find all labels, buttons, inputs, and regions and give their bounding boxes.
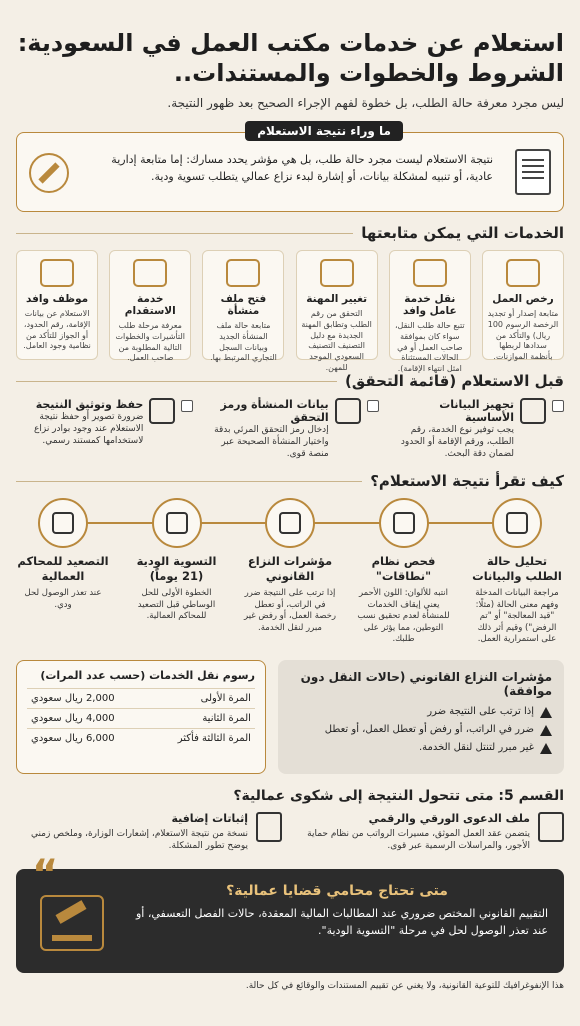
gear-icon: [506, 259, 540, 287]
compass-icon: [29, 153, 69, 193]
fee-row: المرة الأولى 2,000 ريال سعودي: [27, 688, 255, 708]
indicator-item: إذا ترتب على النتيجة ضرر: [290, 706, 552, 718]
camera-icon: [149, 398, 175, 424]
why-box: [16, 124, 564, 212]
read-step: التسوية الودية (21 يوماً) الخطوة الأولى للحل الوساطي قبل التصعيد للمحاكم العمالية.: [130, 498, 224, 645]
indicators-fees: [16, 660, 564, 774]
fee-row: المرة الثالثة فأكثر 6,000 ريال سعودي: [27, 728, 255, 748]
checklist-item: تجهيز البيانات الأساسية يجب توفير نوع الخدمة، رقم الطلب، ورقم الإقامة أو الحدود لضمان دقة البحث.: [387, 398, 564, 460]
lock-icon: [335, 398, 361, 424]
service-card: رخص العمل متابعة إصدار أو تجديد الرخصة الرسوم 100 ريال) والتأكد من سدادها لربطها بأنظمة الموازنات.: [482, 250, 564, 360]
service-card: تغيير المهنة التحقق من رقم الطلب وتطابق المهنة الجديدة مع دليل التصنيف التصنيف السعودي الموحد للمهن.: [296, 250, 378, 360]
quote-icon: “: [32, 851, 59, 898]
services-list: [16, 250, 564, 374]
warning-icon: [540, 707, 552, 718]
service-card: خدمة الاستقدام معرفة مرحلة طلب التأشيرات والخطوات التالية المطلوبة من صاحب العمل.: [109, 250, 191, 360]
indicators-heading: مؤشرات النزاع القانوني (حالات النقل دون موافقة): [300, 669, 552, 698]
service-card: موظف وافد الاستعلام عن بيانات الإقامة، رقم الحدود، أو الجواز للتأكد من نظامية وجود العامل.: [16, 250, 98, 360]
scales-icon: [265, 498, 315, 548]
contract-gavel-icon: [152, 498, 202, 548]
why-tag: ما وراء نتيجة الاستعلام: [245, 121, 403, 141]
checklist: [16, 398, 564, 460]
checklist-item: بيانات المنشأة ورمز التحقق إدخال رمز التحقق المرئي بدقة واختيار المنشأة الصحيحة عبر منصة قوى.: [201, 398, 378, 460]
id-card-icon: [40, 259, 74, 287]
folder-icon: [538, 812, 564, 842]
why-text: نتيجة الاستعلام ليست مجرد حالة طلب، بل هي مؤشر يحدد مسارك: إما متابعة إدارية عادية، أو تنبيه لمشكلة بيانات، أو إشارة لبدء نزاع عمالي يتطلب تسوية ودية.: [111, 153, 493, 184]
page-subtitle: ليس مجرد معرفة حالة الطلب، بل خطوة لفهم الإجراء الصحيح بعد ظهور النتيجة.: [167, 96, 564, 110]
lawyer-heading: متى تحتاج محامي قضايا عمالية؟: [226, 882, 448, 899]
services-heading: الخدمات التي يمكن متابعتها: [16, 224, 564, 242]
checkbox[interactable]: [181, 400, 193, 412]
read-step: التصعيد للمحاكم العمالية عند تعذر الوصول لحل ودي.: [16, 498, 110, 645]
read-step: فحص نظام "نطاقات" انتبه للألوان: اللون الأحمر يعني إيقاف الخدمات للمنشأة لعدم تحقيق نسب التوطين، مما يؤثر على طلبك.: [357, 498, 451, 645]
document-icon: [515, 149, 551, 195]
read-step: تحليل حالة الطلب والبيانات مراجعة البيانات المدخلة وفهم معنى الحالة (مثلًا: "قيد المعالجة" أو "تم الرفض") وقيم أثر ذلك على استمرارية العمل.: [470, 498, 564, 645]
fee-row: المرة الثانية 4,000 ريال سعودي: [27, 708, 255, 728]
page-title: استعلام عن خدمات مكتب العمل في السعودية: الشروط والخطوات والمستندات..: [17, 29, 564, 87]
document-stack-icon: [256, 812, 282, 842]
service-card: فتح ملف منشأة متابعة حالة ملف المنشأة الجديد وبيانات السجل التجاري المرتبط بها.: [202, 250, 284, 360]
courthouse-icon: [38, 498, 88, 548]
read-step: مؤشرات النزاع القانوني إذا ترتب على النتيجة ضرر في الراتب، أو تعطل رخصة العمل، أو رفض غير مبرر لنقل الخدمة.: [243, 498, 337, 645]
indicators-box: [278, 660, 564, 774]
read-steps: [16, 498, 564, 645]
fees-heading: رسوم نقل الخدمات (حسب عدد المرات): [40, 668, 255, 682]
checkbox[interactable]: [367, 400, 379, 412]
recruitment-icon: [133, 259, 167, 287]
indicator-item: ضرر في الراتب، أو رفض أو تعطل العمل، أو تعطل: [290, 724, 552, 736]
checklist-item: حفظ وتوثيق النتيجة ضرورة تصوير أو حفظ نتيجة الاستعلام عند وجود بوادر نزاع لاستخدامها كمستند رسمي.: [16, 398, 193, 460]
lawyer-text: التقييم القانوني المختص ضروري عند المطالبات المالية المعقدة، حالات الفصل التعسفي، أو عند تعذر الوصول لحل في مرحلة "التسوية الودية".: [135, 906, 548, 937]
section5-item: إثباتات إضافية نسخة من نتيجة الاستعلام، إشعارات الوزارة، وملخص زمني يوضح تطور المشكلة.: [16, 812, 282, 853]
transfer-users-icon: [413, 259, 447, 287]
footer-note: هذا الإنفوغرافيك للتوعية القانونية، ولا يغني عن تقييم المستندات والوقائع في كل حالة.: [245, 980, 564, 991]
gavel-icon: [40, 895, 104, 951]
browser-alert-icon: [379, 498, 429, 548]
checkbox[interactable]: [552, 400, 564, 412]
section5-items: [16, 812, 564, 853]
read-heading: كيف تقرأ نتيجة الاستعلام؟: [16, 472, 564, 490]
building-icon: [226, 259, 260, 287]
section5-item: ملف الدعوى الورقي والرقمي يتضمن عقد العمل الموثق، مسيرات الرواتب من نظام حماية الأجور، والمراسلات الرسمية عبر قوى.: [298, 812, 564, 853]
section5-heading: القسم 5: متى تتحول النتيجة إلى شكوى عمالية؟: [233, 787, 564, 804]
binders-icon: [520, 398, 546, 424]
indicator-item: غير مبرر لتنتل لنقل الخدمة.: [290, 742, 552, 754]
eye-icon: [492, 498, 542, 548]
lawyer-callout: [16, 851, 564, 973]
warning-icon: [540, 743, 552, 754]
pre-heading: قبل الاستعلام (قائمة التحقق): [16, 372, 564, 390]
fees-table: [16, 660, 266, 774]
warning-icon: [540, 725, 552, 736]
service-card: نقل خدمة عامل وافد تتبع حالة طلب النقل، سواء كان بموافقة صاحب العمل أو في الحالات المستثناة امثل انتهاء الإقامة).: [389, 250, 471, 360]
briefcase-icon: [320, 259, 354, 287]
